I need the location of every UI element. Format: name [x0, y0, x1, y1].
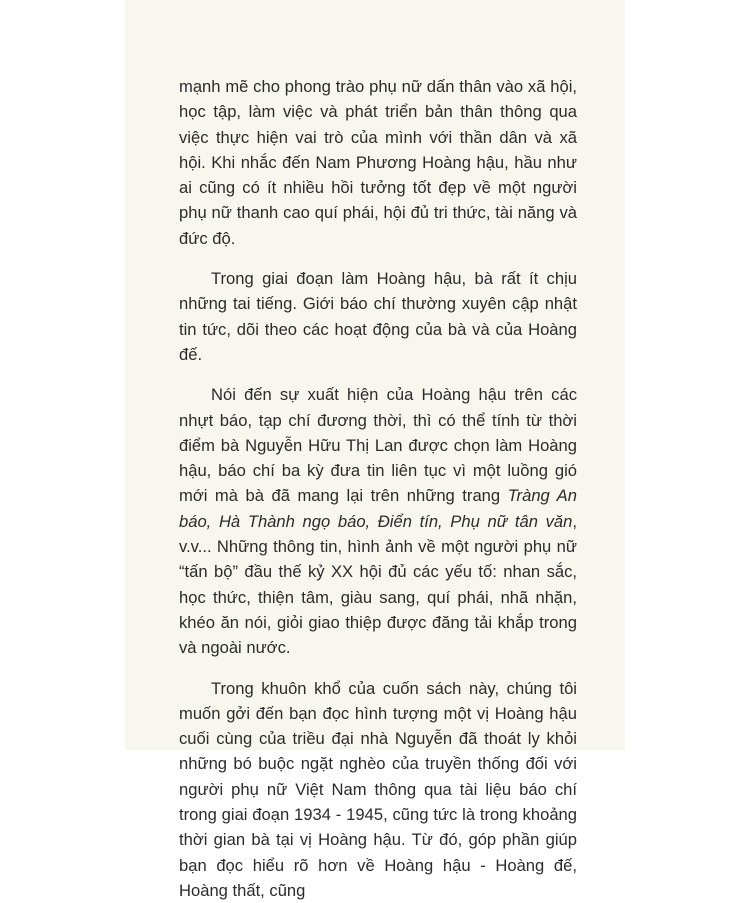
paragraph-4 [179, 676, 577, 903]
paragraph-3-text-start: Nói đến sự xuất hiện của Hoàng hậu trên các nhựt báo, tạp chí đương thời, thì có thể tính từ thời điểm bà Nguyễn Hữu Thị Lan được chọn làm Hoàng hậu, báo chí ba kỳ đưa tin liên tục vì một luồng gió mới mà bà đã mang lại trên những trang [179, 385, 577, 506]
paragraph-1-text: mạnh mẽ cho phong trào phụ nữ dấn thân vào xã hội, học tập, làm việc và phát triển bản thân thông qua việc thực hiện vai trò của mình với thần dân và xã hội. Khi nhắc đến Nam Phương Hoàng hậu, hầu như ai cũng có ít nhiều hồi tưởng tốt đẹp về một người phụ nữ thanh cao quí phái, hội đủ tri thức, tài năng và đức độ. [179, 77, 577, 248]
body-text [179, 74, 577, 903]
paragraph-2-text: Trong giai đoạn làm Hoàng hậu, bà rất ít chịu những tai tiếng. Giới báo chí thường xuyên cập nhật tin tức, dõi theo các hoạt động của bà và của Hoàng đế. [179, 269, 577, 364]
newspaper-titles: Tràng An báo, Hà Thành ngọ báo, Điển tín, Phụ nữ tân văn [179, 486, 577, 531]
paragraph-1 [179, 74, 577, 251]
book-page [125, 0, 625, 900]
paragraph-3-text-end: , v.v... Những thông tin, hình ảnh về một người phụ nữ “tấn bộ” đầu thế kỷ XX hội đủ các yếu tố: nhan sắc, học thức, thiện tâm, giàu sang, quí phái, nhã nhặn, khéo ăn nói, giỏi giao thiệp được đăng tải khắp trong và ngoài nước. [179, 511, 577, 658]
paragraph-2 [179, 266, 577, 367]
paragraph-3 [179, 382, 577, 660]
paragraph-4-text: Trong khuôn khổ của cuốn sách này, chúng tôi muốn gởi đến bạn đọc hình tượng một vị Hoàng hậu cuối cùng của triều đại nhà Nguyễn đã thoát ly khỏi những bó buộc ngặt nghèo của truyền thống đối với người phụ nữ Việt Nam thông qua tài liệu báo chí trong giai đoạn 1934 - 1945, cũng tức là trong khoảng thời gian bà tại vị Hoàng hậu. Từ đó, góp phần giúp bạn đọc hiểu rõ hơn về Hoàng hậu - Hoàng đế, Hoàng thất, cũng [179, 678, 577, 900]
